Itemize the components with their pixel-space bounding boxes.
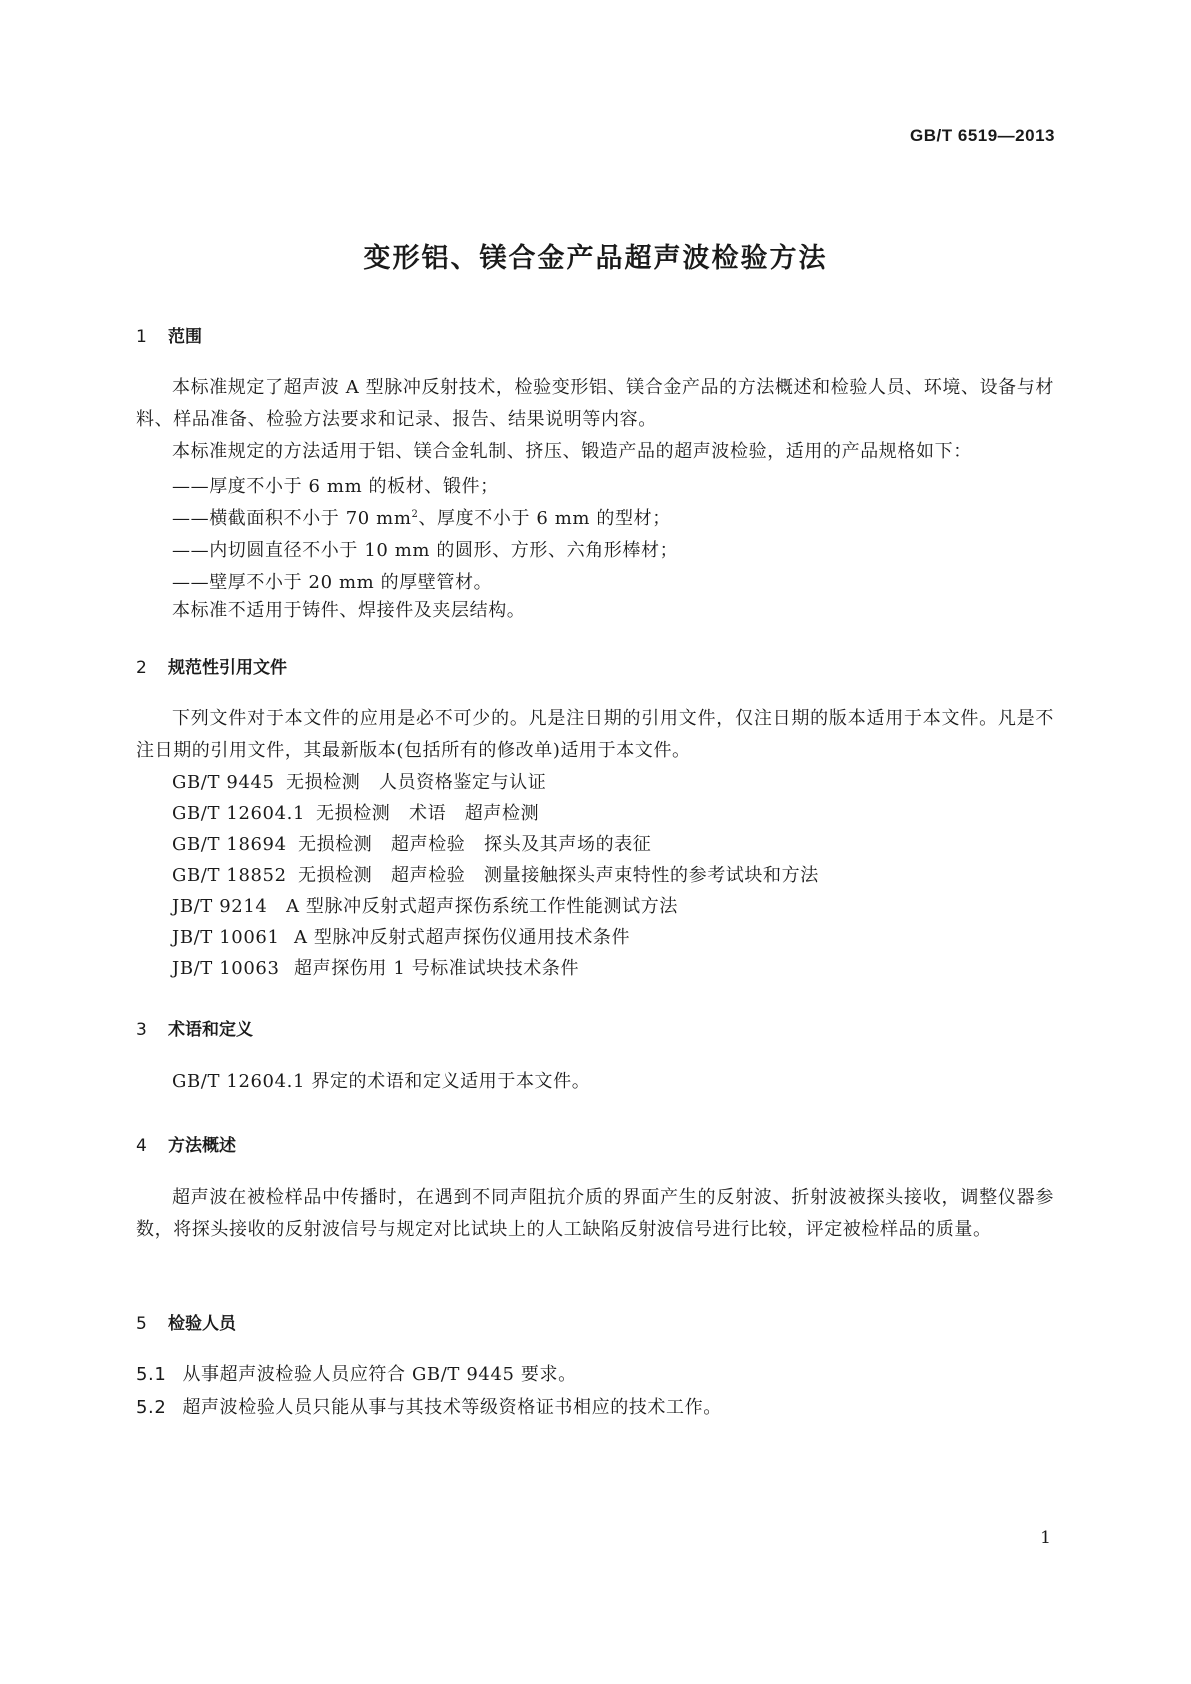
reference-code: GB/T 9445 [172, 772, 275, 793]
reference-code: GB/T 18694 [172, 834, 287, 855]
section-title: 检验人员 [168, 1314, 236, 1334]
reference-title: A 型脉冲反射式超声探伤系统工作性能测试方法 [286, 896, 678, 917]
reference-item [172, 768, 546, 794]
reference-item [172, 830, 651, 856]
scope-item-text: ——横截面积不小于 70 mm [172, 508, 412, 529]
clause-text: 超声波检验人员只能从事与其技术等级资格证书相应的技术工作。 [182, 1397, 722, 1418]
reference-code: JB/T 10061 [172, 927, 280, 948]
scope-item: ——厚度不小于 6 mm 的板材、锻件； [172, 476, 499, 497]
section-number: 5 [136, 1314, 147, 1334]
superscript: 2 [411, 509, 419, 520]
section-number: 2 [136, 658, 147, 678]
terms-paragraph: GB/T 12604.1 界定的术语和定义适用于本文件。 [172, 1071, 591, 1092]
reference-code: JB/T 10063 [172, 958, 280, 979]
scope-item-tail: 、厚度不小于 6 mm 的型材； [418, 508, 671, 529]
section-3-heading [136, 1015, 253, 1040]
reference-title: 无损检测 超声检验 探头及其声场的表征 [298, 834, 652, 855]
section-title: 术语和定义 [168, 1020, 253, 1040]
reference-title: 无损检测 术语 超声检测 [316, 803, 540, 824]
scope-paragraph-3: 本标准不适用于铸件、焊接件及夹层结构。 [172, 600, 526, 621]
section-2-heading [136, 653, 287, 678]
standard-code: GB/T 6519—2013 [910, 126, 1055, 145]
refs-intro: 下列文件对于本文件的应用是必不可少的。凡是注日期的引用文件，仅注日期的版本适用于本文件。凡是不注日期的引用文件，其最新版本(包括所有的修改单)适用于本文件。 [136, 708, 1054, 761]
scope-paragraph-1: 本标准规定了超声波 A 型脉冲反射技术，检验变形铝、镁合金产品的方法概述和检验人员、环境、设备与材料、样品准备、检验方法要求和记录、报告、结果说明等内容。 [136, 377, 1054, 430]
reference-code: GB/T 12604.1 [172, 803, 306, 824]
document-title: 变形铝、镁合金产品超声波检验方法 [363, 243, 828, 274]
clause-text: 从事超声波检验人员应符合 GB/T 9445 要求。 [182, 1364, 577, 1385]
reference-title: A 型脉冲反射式超声探伤仪通用技术条件 [294, 927, 631, 948]
reference-item [172, 954, 579, 980]
reference-title: 无损检测 超声检验 测量接触探头声束特性的参考试块和方法 [298, 865, 819, 886]
section-title: 范围 [168, 327, 202, 347]
clause-number: 5.2 [136, 1397, 167, 1418]
scope-paragraph-2: 本标准规定的方法适用于铝、镁合金轧制、挤压、锻造产品的超声波检验，适用的产品规格如下： [172, 441, 972, 462]
clause-5-1 [136, 1360, 577, 1386]
scope-item [172, 504, 671, 530]
page-number: 1 [1040, 1528, 1051, 1548]
reference-title: 超声探伤用 1 号标准试块技术条件 [294, 958, 580, 979]
reference-item [172, 892, 678, 918]
clause-number: 5.1 [136, 1364, 167, 1385]
reference-item [172, 861, 819, 887]
scope-item: ——内切圆直径不小于 10 mm 的圆形、方形、六角形棒材； [172, 540, 679, 561]
reference-item [172, 799, 539, 825]
reference-code: JB/T 9214 [172, 896, 268, 917]
clause-5-2 [136, 1393, 722, 1419]
reference-item [172, 923, 630, 949]
method-paragraph: 超声波在被检样品中传播时，在遇到不同声阻抗介质的界面产生的反射波、折射波被探头接收，调整仪器参数，将探头接收的反射波信号与规定对比试块上的人工缺陷反射波信号进行比较，评定被检样品的质量。 [136, 1187, 1054, 1240]
section-1-heading [136, 322, 202, 347]
section-4-heading [136, 1131, 236, 1156]
section-number: 4 [136, 1136, 147, 1156]
reference-code: GB/T 18852 [172, 865, 287, 886]
reference-title: 无损检测 人员资格鉴定与认证 [286, 772, 547, 793]
section-number: 1 [136, 327, 147, 347]
section-5-heading [136, 1309, 236, 1334]
scope-item: ——壁厚不小于 20 mm 的厚壁管材。 [172, 572, 493, 593]
section-title: 方法概述 [168, 1136, 236, 1156]
section-number: 3 [136, 1020, 147, 1040]
section-title: 规范性引用文件 [168, 658, 287, 678]
